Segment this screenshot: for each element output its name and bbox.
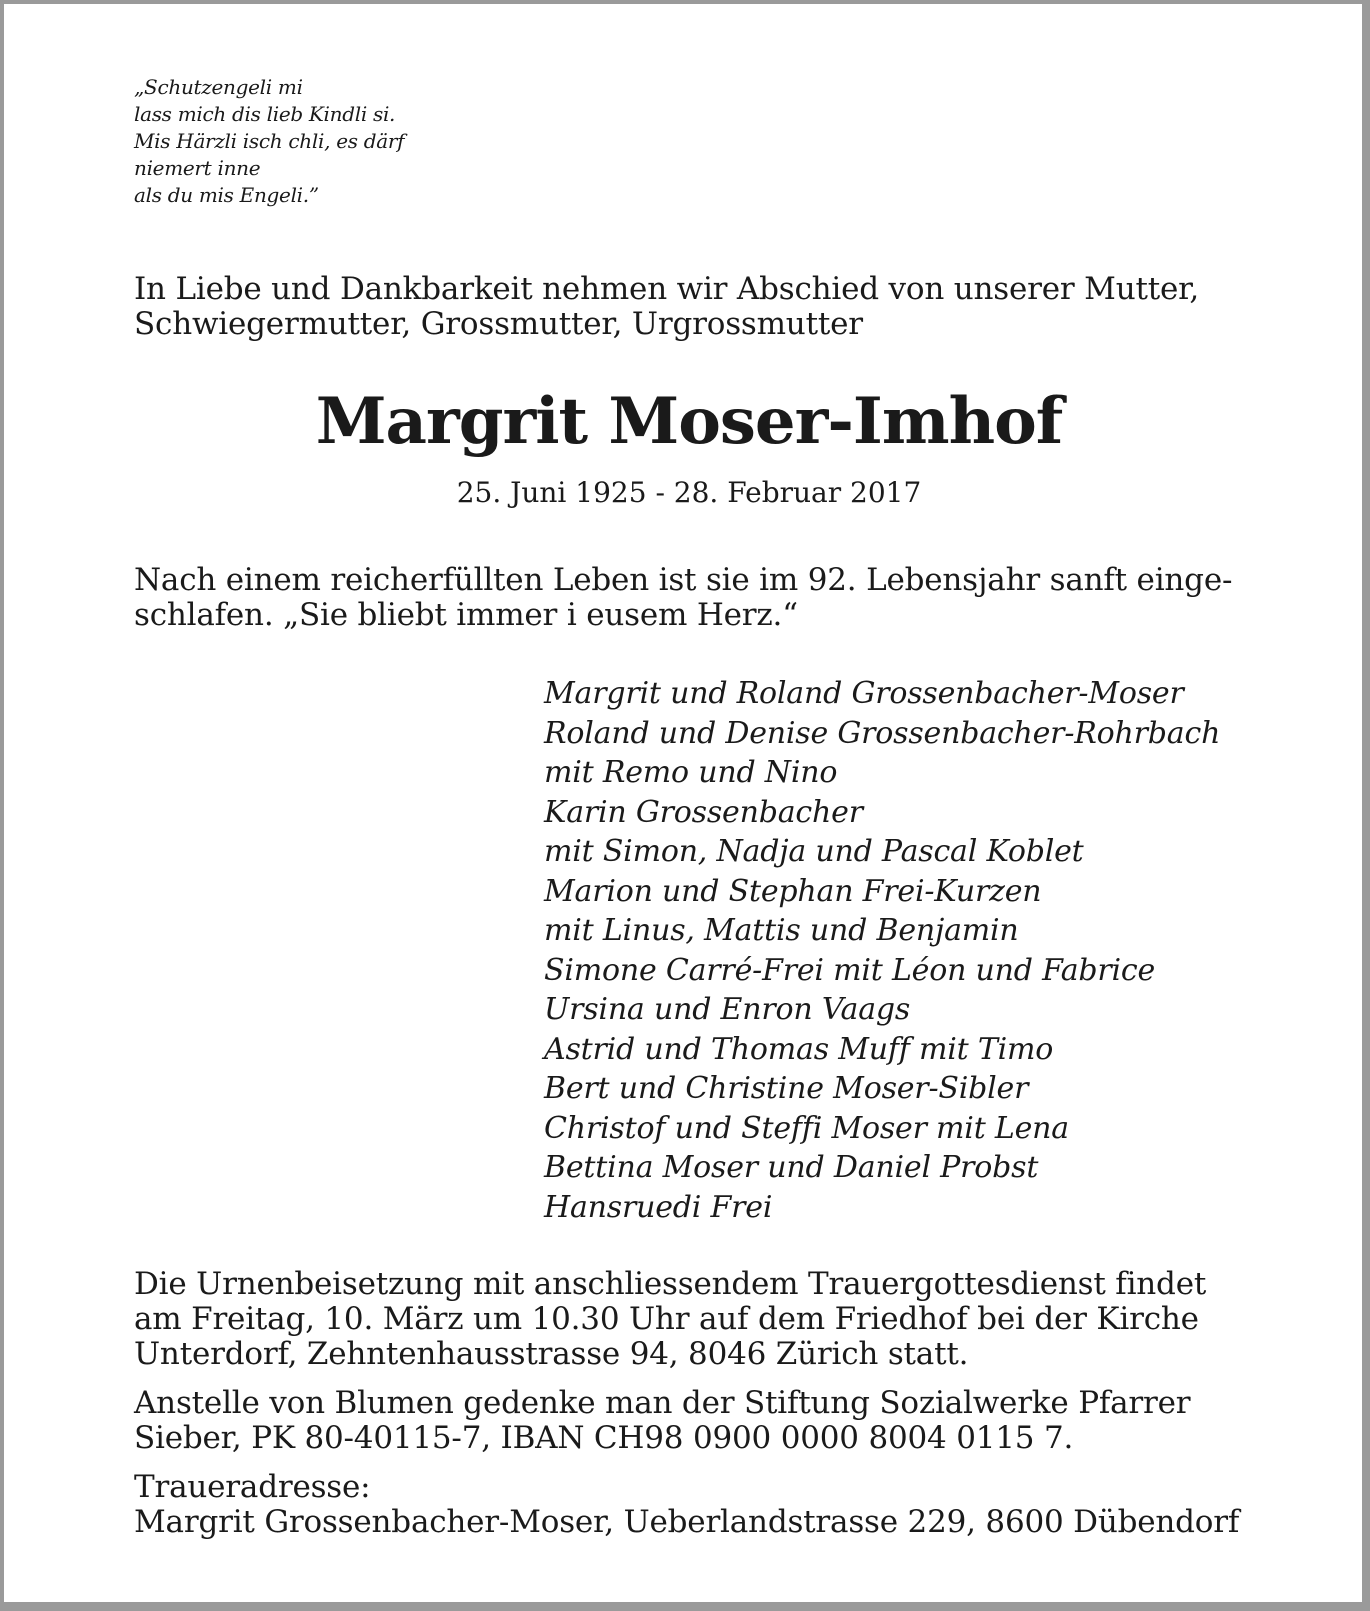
ceremony-line: Unterdorf, Zehntenhausstrasse 94, 8046 Zürich statt.	[134, 1336, 969, 1372]
list-item: Karin Grossenbacher	[544, 794, 863, 830]
list-item: Christof und Steffi Moser mit Lena	[544, 1110, 1069, 1146]
intro-paragraph	[134, 272, 1244, 342]
list-item: Roland und Denise Grossenbacher-Rohrbach	[544, 715, 1221, 751]
quote-block	[134, 74, 404, 209]
list-item: Astrid und Thomas Muff mit Timo	[544, 1031, 1054, 1067]
list-item: Simone Carré-Frei mit Léon und Fabrice	[544, 952, 1156, 988]
list-item: mit Linus, Mattis und Benjamin	[544, 913, 1019, 948]
life-paragraph	[134, 563, 1244, 633]
address-label: Traueradresse:	[134, 1469, 371, 1505]
donation-line: Anstelle von Blumen gedenke man der Stiftung Sozialwerke Pfarrer	[134, 1385, 1191, 1421]
life-dates: 25. Juni 1925 - 28. Februar 2017	[456, 476, 922, 509]
list-item: mit Remo und Nino	[544, 755, 838, 790]
list-item: Margrit und Roland Grossenbacher-Moser	[544, 676, 1184, 711]
intro-line: In Liebe und Dankbarkeit nehmen wir Abschied von unserer Mutter,	[134, 271, 1200, 307]
list-item: Hansruedi Frei	[544, 1189, 773, 1225]
donation-paragraph	[134, 1386, 1244, 1456]
life-line: Nach einem reicherfüllten Leben ist sie im 92. Lebensjahr sanft einge-	[134, 562, 1233, 598]
list-item: Ursina und Enron Vaags	[544, 992, 911, 1027]
intro-line: Schwiegermutter, Grossmutter, Urgrossmutter	[134, 306, 863, 342]
quote-line: als du mis Engeli.”	[134, 183, 319, 207]
obituary-page	[4, 4, 1362, 1602]
donation-line: Sieber, PK 80-40115-7, IBAN CH98 0900 0000 8004 0115 7.	[134, 1420, 1074, 1456]
quote-line: lass mich dis lieb Kindli si.	[134, 102, 396, 126]
quote-line: niemert inne	[134, 156, 261, 180]
list-item: Bettina Moser und Daniel Probst	[544, 1150, 1039, 1185]
mourners-list	[544, 674, 1220, 1227]
ceremony-line: Die Urnenbeisetzung mit anschliessendem Trauergottesdienst findet	[134, 1266, 1207, 1302]
quote-line: Mis Härzli isch chli, es därf	[134, 129, 405, 153]
ceremony-line: am Freitag, 10. März um 10.30 Uhr auf dem Friedhof bei der Kirche	[134, 1301, 1199, 1337]
quote-line: „Schutzengeli mi	[134, 75, 303, 99]
list-item: Bert und Christine Moser-Sibler	[544, 1071, 1029, 1106]
ceremony-paragraph	[134, 1267, 1244, 1372]
life-line: schlafen. „Sie bliebt immer i eusem Herz.“	[134, 597, 798, 633]
address-block	[134, 1470, 1244, 1540]
address-value: Margrit Grossenbacher-Moser, Ueberlandstrasse 229, 8600 Dübendorf	[134, 1504, 1240, 1540]
list-item: mit Simon, Nadja und Pascal Koblet	[544, 834, 1084, 869]
deceased-name: Margrit Moser-Imhof	[315, 384, 1063, 459]
list-item: Marion und Stephan Frei-Kurzen	[544, 873, 1042, 909]
